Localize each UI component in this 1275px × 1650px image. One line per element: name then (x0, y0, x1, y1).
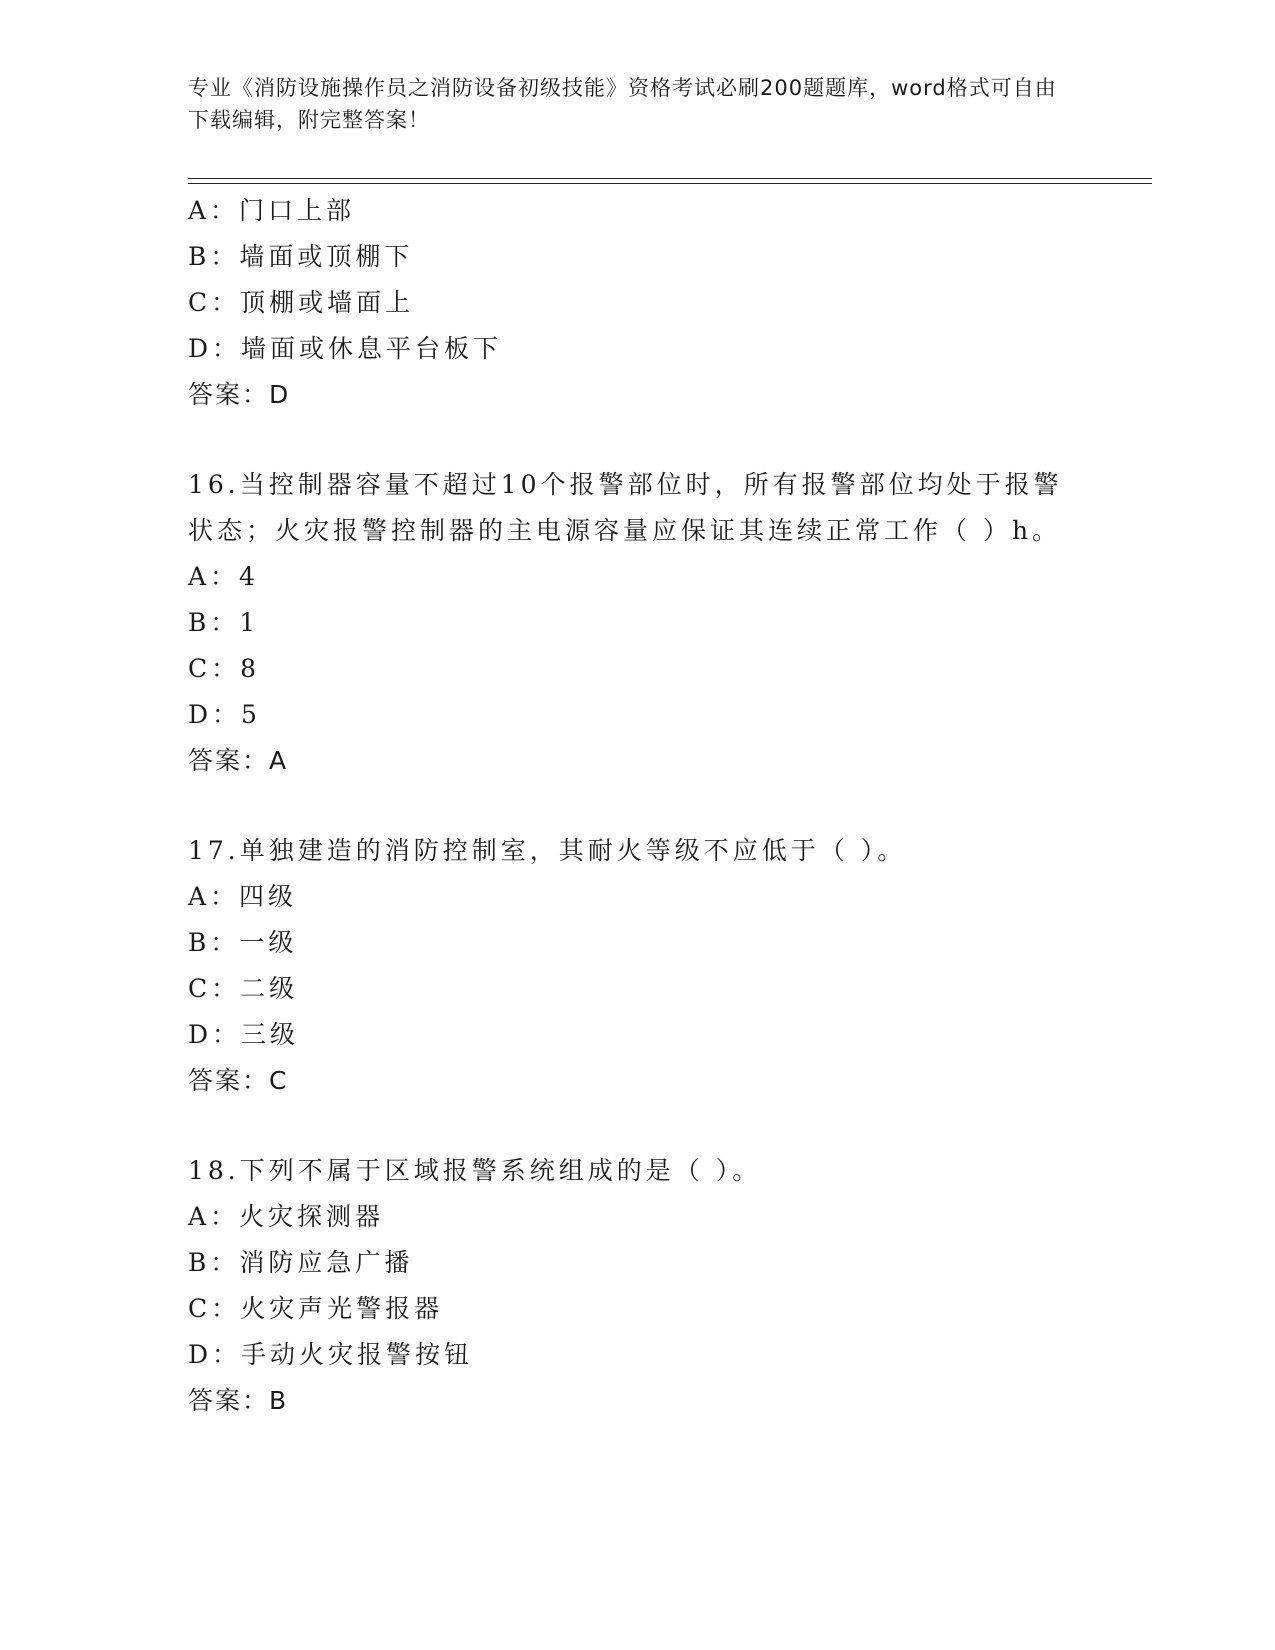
option-b: B：1 (188, 608, 260, 637)
continued-question (188, 188, 1088, 418)
option-b: B：消防应急广播 (188, 1248, 414, 1277)
question-stem: 17.单独建造的消防控制室，其耐火等级不应低于（ ）。 (188, 836, 907, 865)
option-c: C：二级 (188, 974, 299, 1003)
option-d: D：墙面或休息平台板下 (188, 334, 503, 363)
answer-line: 答案：A (188, 746, 289, 775)
question-stem: 16.当控制器容量不超过10个报警部位时，所有报警部位均处于报警 (188, 470, 1063, 499)
option-d: D：手动火灾报警按钮 (188, 1340, 474, 1369)
answer-line: 答案：B (188, 1386, 289, 1415)
option-a: A：火灾探测器 (188, 1202, 385, 1231)
spacer (188, 418, 1088, 462)
option-a: A：4 (188, 562, 259, 591)
option-d: D：三级 (188, 1020, 300, 1049)
header-divider-top (188, 178, 1152, 179)
option-c: C：8 (188, 654, 261, 683)
header-divider-bottom (188, 183, 1152, 184)
question-18 (188, 1148, 1088, 1424)
answer-line: 答案：C (188, 1066, 289, 1095)
option-a: A：四级 (188, 882, 298, 911)
option-b: B：一级 (188, 928, 298, 957)
answer-line: 答案：D (188, 380, 291, 409)
option-d: D：5 (188, 700, 261, 729)
option-a: A：门口上部 (188, 196, 356, 225)
option-c: C：顶棚或墙面上 (188, 288, 415, 317)
question-content (188, 188, 1088, 1424)
spacer (188, 1104, 1088, 1148)
document-header: 专业《消防设施操作员之消防设备初级技能》资格考试必刷200题题库，word格式可自由下载编辑，附完整答案！ (188, 76, 1057, 132)
question-stem-continued: 状态；火灾报警控制器的主电源容量应保证其连续正常工作（ ）h。 (188, 516, 1062, 545)
question-stem: 18.下列不属于区域报警系统组成的是（ ）。 (188, 1156, 762, 1185)
spacer (188, 784, 1088, 828)
option-b: B：墙面或顶棚下 (188, 242, 414, 271)
option-c: C：火灾声光警报器 (188, 1294, 444, 1323)
question-17 (188, 828, 1088, 1104)
question-16 (188, 462, 1088, 784)
